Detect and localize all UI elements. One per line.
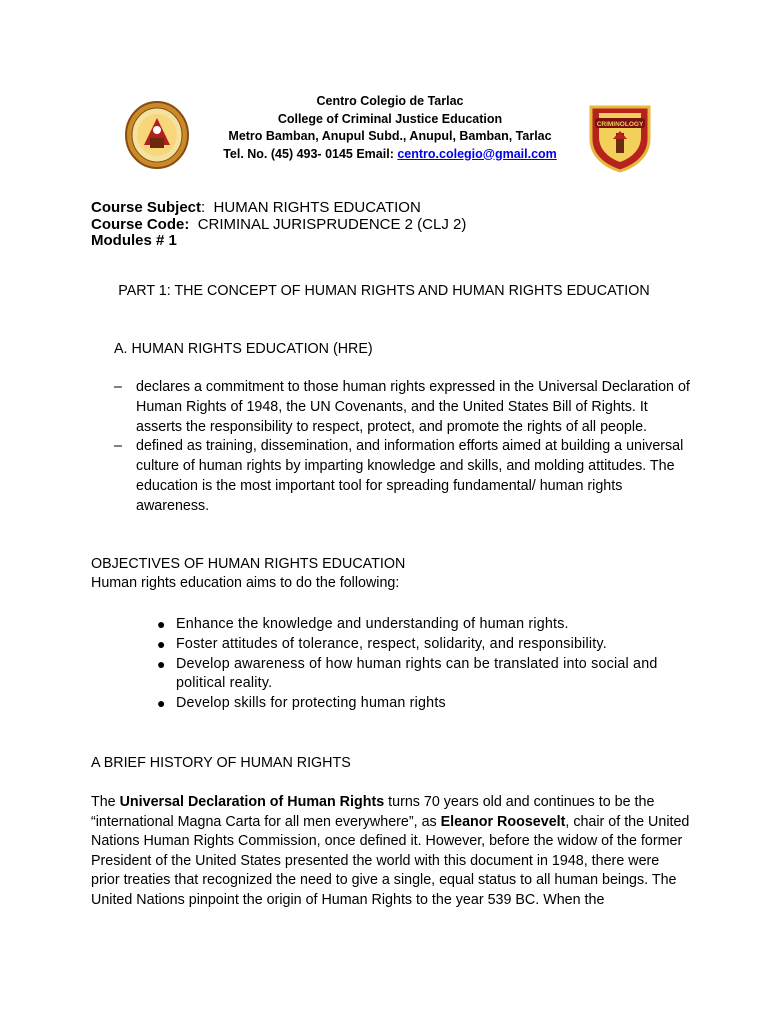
objectives-list: [157, 615, 677, 714]
list-item: [157, 655, 677, 695]
history-heading: A BRIEF HISTORY OF HUMAN RIGHTS: [91, 755, 351, 771]
contact-prefix: Tel. No. (45) 493- 0145 Email:: [223, 146, 398, 161]
list-item: [114, 378, 694, 437]
course-code-line: [91, 217, 466, 234]
course-code-label: Course Code:: [91, 215, 190, 233]
objectives-heading: OBJECTIVES OF HUMAN RIGHTS EDUCATION: [91, 556, 406, 572]
bullet-dot: ●: [157, 695, 166, 712]
email-link[interactable]: centro.colegio@gmail.com: [397, 146, 557, 161]
hre-definition-list: [114, 378, 694, 517]
list-item-text: Develop skills for protecting human rights: [176, 695, 446, 712]
list-item: [157, 694, 677, 714]
objectives-intro: Human rights education aims to do the following:: [91, 575, 400, 591]
course-subject-label: Course Subject: [91, 199, 202, 216]
module-label: Modules # 1: [91, 232, 177, 249]
course-code-value: CRIMINAL JURISPRUDENCE 2 (CLJ 2): [197, 215, 467, 233]
list-item-text: Develop awareness of how human rights can be translated into social and political reality.: [176, 655, 658, 692]
list-item-text: Enhance the knowledge and understanding of human rights.: [176, 616, 569, 632]
history-text-3: , chair of the United Nations Human Rights Commission, once defined it. However, before the widow of the former President of the United States presented the world with this document in 1948, there were prior treaties that recognized the need to give a single, equal status to all human beings. The United Nations pinpoint the origin of Human Rights to the year 539 BC. When the: [91, 813, 690, 908]
section-a-heading: A. HUMAN RIGHTS EDUCATION (HRE): [114, 341, 373, 357]
eleanor-roosevelt-term: Eleanor Roosevelt: [440, 813, 566, 830]
list-item: [114, 437, 694, 516]
bullet-dot: ●: [157, 635, 166, 652]
part-title: PART 1: THE CONCEPT OF HUMAN RIGHTS AND HUMAN RIGHTS EDUCATION: [118, 283, 650, 299]
list-item: [157, 635, 677, 655]
course-subject-value: HUMAN RIGHTS EDUCATION: [213, 199, 421, 216]
letterhead-text: [190, 93, 590, 163]
criminology-shield-icon: [587, 103, 653, 178]
bullet-dot: ●: [157, 616, 166, 632]
list-item-text: defined as training, dissemination, and information efforts aimed at building a universal culture of human rights by imparting knowledge and skills, and molding attitudes. The education is the most important tool for spreading fundamental/ human rights awareness.: [136, 438, 684, 514]
shield-text: CRIMINOLOGY: [596, 121, 644, 128]
history-text-2: turns 70 years old and continues to be the “international Magna Carta for all men everywhere”, as: [91, 794, 655, 830]
history-text-1: The: [91, 794, 120, 810]
contact-line: [190, 146, 590, 164]
bullet-dot: ●: [157, 655, 166, 672]
list-item-text: declares a commitment to those human rights expressed in the Universal Declaration of Human Rights of 1948, the UN Covenants, and the United States Bill of Rights. It asserts the responsibility to respect, protect, and promote the rights of all people.: [136, 379, 690, 435]
college-name: College of Criminal Justice Education: [277, 111, 503, 126]
school-name: Centro Colegio de Tarlac: [316, 94, 464, 108]
list-item-text: Foster attitudes of tolerance, respect, solidarity, and responsibility.: [176, 635, 607, 652]
school-seal-icon: [124, 100, 190, 175]
list-item: [157, 615, 677, 635]
history-paragraph: [91, 793, 691, 910]
course-info: [91, 200, 466, 250]
udhr-term: Universal Declaration of Human Rights: [119, 794, 385, 810]
course-subject-line: Course Subject: HUMAN RIGHTS EDUCATION: [91, 199, 421, 216]
dash-bullet: –: [114, 379, 122, 395]
dash-bullet: –: [114, 438, 122, 455]
school-address: Metro Bamban, Anupul Subd., Anupul, Bamban, Tarlac: [228, 129, 552, 143]
letterhead: [0, 93, 768, 173]
